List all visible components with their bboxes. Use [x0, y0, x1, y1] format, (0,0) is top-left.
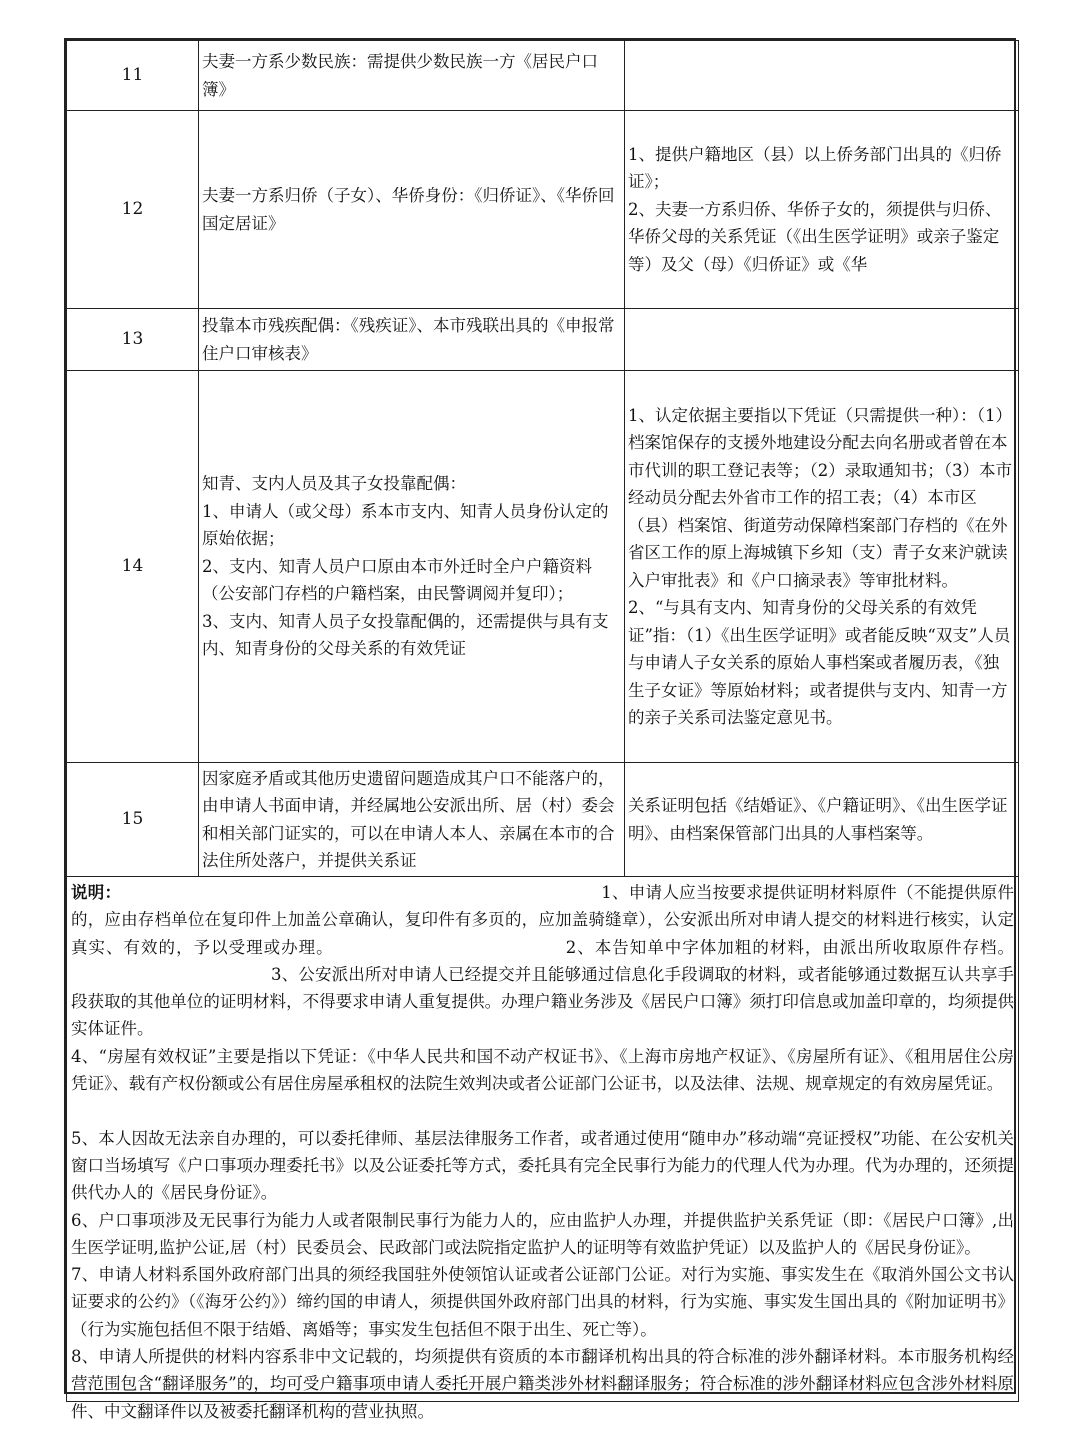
note-cell: 1、认定依据主要指以下凭证（只需提供一种）：（1）档案馆保存的支援外地建设分配去向名册或者曾在本市代训的职工登记表等；（2）录取通知书；（3）本市经动员分配去外省市工作的招工表；（4）本市区（县）档案馆、街道劳动保障档案部门存档的《在外省区工作的原上海城镇下乡知（支）青子女来沪就读入户审批表》和《户口摘录表》等审批材料。 2、“与具有支内、知青身份的父母关系的有效凭证”指：（1）《出生医学证明》或者能反映“双支”人员与申请人子女关系的原始人事档案或者履历表，《独生子女证》等原始材料；或者提供与支内、知青一方的亲子关系司法鉴定意见书。: [625, 371, 1019, 763]
row-number: 14: [67, 371, 199, 763]
note-cell: [625, 309, 1019, 371]
material-cell: 投靠本市残疾配偶：《残疾证》、本市残联出具的《申报常住户口审核表》: [199, 309, 625, 371]
material-cell: 知青、支内人员及其子女投靠配偶： 1、申请人（或父母）系本市支内、知青人员身份认定的原始依据； 2、支内、知青人员户口原由本市外迁时全户户籍资料（公安部门存档的户籍档案，由民警调阅并复印）； 3、支内、知青人员子女投靠配偶的，还需提供与具有支内、知青身份的父母关系的有效凭证: [199, 371, 625, 763]
note-item: 4、“房屋有效权证”主要是指以下凭证：《中华人民共和国不动产权证书》、《上海市房地产权证》、《房屋所有证》、《租用居住公房凭证》、载有产权份额或公有居住房屋承租权的法院生效判决或者公证部门公证书，以及法律、法规、规章规定的有效房屋凭证。: [71, 1046, 1014, 1094]
row-number: 13: [67, 309, 199, 371]
notes-block: [71, 879, 1015, 1421]
notes-cell: [67, 877, 1019, 1421]
note-item: 1、申请人应当按要求提供证明材料原件（不能提供原件的，应由存档单位在复印件上加盖公章确认，复印件有多页的，应加盖骑缝章），公安派出所对申请人提交的材料进行核实，认定真实、有效的，予以受理或办理。: [71, 883, 1015, 957]
table-row: [67, 763, 1019, 877]
note-item: 3、公安派出所对申请人已经提交并且能够通过信息化手段调取的材料，或者能够通过数据互认共享手段获取的其他单位的证明材料，不得要求申请人重复提供。办理户籍业务涉及《居民户口簿》须打印信息或加盖印章的，均须提供实体证件。: [71, 964, 1014, 1039]
document-table: [64, 38, 1016, 1421]
table-row: [67, 41, 1019, 111]
material-cell: 夫妻一方系少数民族：需提供少数民族一方《居民户口簿》: [199, 41, 625, 111]
note-item: 7、申请人材料系国外政府部门出具的须经我国驻外使领馆认证或者公证部门公证。对行为实施、事实发生在《取消外国公文书认证要求的公约》（《海牙公约》）缔约国的申请人，须提供国外政府部门出具的材料，行为实施、事实发生国出具的《附加证明书》（行为实施包括但不限于结婚、离婚等；事实发生包括但不限于出生、死亡等）。: [71, 1265, 1014, 1339]
note-item-5: 5、本人因故无法亲自办理的，可以委托律师、基层法律服务工作者，或者通过使用“随申办”移动端“亮证授权”功能、在公安机关窗口当场填写《户口事项办理委托书》以及公证委托等方式，委托具有完全民事行为能力的代理人代为办理。代为办理的，还须提供代办人的《居民身份证》。: [71, 1128, 1014, 1203]
material-cell: 夫妻一方系归侨（子女）、华侨身份：《归侨证》、《华侨回国定居证》: [199, 111, 625, 309]
row-number: 15: [67, 763, 199, 877]
material-cell: 因家庭矛盾或其他历史遗留问题造成其户口不能落户的，由申请人书面申请，并经属地公安派出所、居（村）委会和相关部门证实的，可以在申请人本人、亲属在本市的合法住所处落户，并提供关系证: [199, 763, 625, 877]
row-number: 11: [67, 41, 199, 111]
requirements-table: [66, 40, 1019, 1421]
note-text: 1、提供户籍地区（县）以上侨务部门出具的《归侨证》； 2、夫妻一方系归侨、华侨子女的，须提供与归侨、华侨父母的关系凭证（《出生医学证明》或亲子鉴定等）及父（母）《归侨证》或《华: [628, 144, 1002, 274]
notes-label: 说明：: [71, 883, 122, 902]
note-cell: 关系证明包括《结婚证》、《户籍证明》、《出生医学证明》、由档案保管部门出具的人事档案等。: [625, 763, 1019, 877]
table-row: [67, 111, 1019, 309]
table-row: [67, 309, 1019, 371]
note-item: 2、本告知单中字体加粗的材料，由派出所收取原件存档。: [565, 937, 1014, 957]
note-item: 8、申请人所提供的材料内容系非中文记载的，均须提供有资质的本市翻译机构出具的符合标准的涉外翻译材料。本市服务机构经营范围包含“翻译服务”的，均可受户籍事项申请人委托开展户籍类涉外材料翻译服务；符合标准的涉外翻译材料应包含涉外材料原件、中文翻译件以及被委托翻译机构的营业执照。: [71, 1347, 1014, 1421]
table-row: [67, 371, 1019, 763]
note-cell: [625, 111, 1019, 309]
notes-row: [67, 877, 1019, 1402]
note-item-6: 6、户口事项涉及无民事行为能力人或者限制民事行为能力人的，应由监护人办理，并提供监护关系凭证（即：《居民户口簿》,出生医学证明,监护公证,居（村）民委员会、民政部门或法院指定监护人的证明等有效监护凭证）以及监护人的《居民身份证》。: [71, 1210, 1014, 1257]
note-cell: [625, 41, 1019, 111]
row-number: 12: [67, 111, 199, 309]
